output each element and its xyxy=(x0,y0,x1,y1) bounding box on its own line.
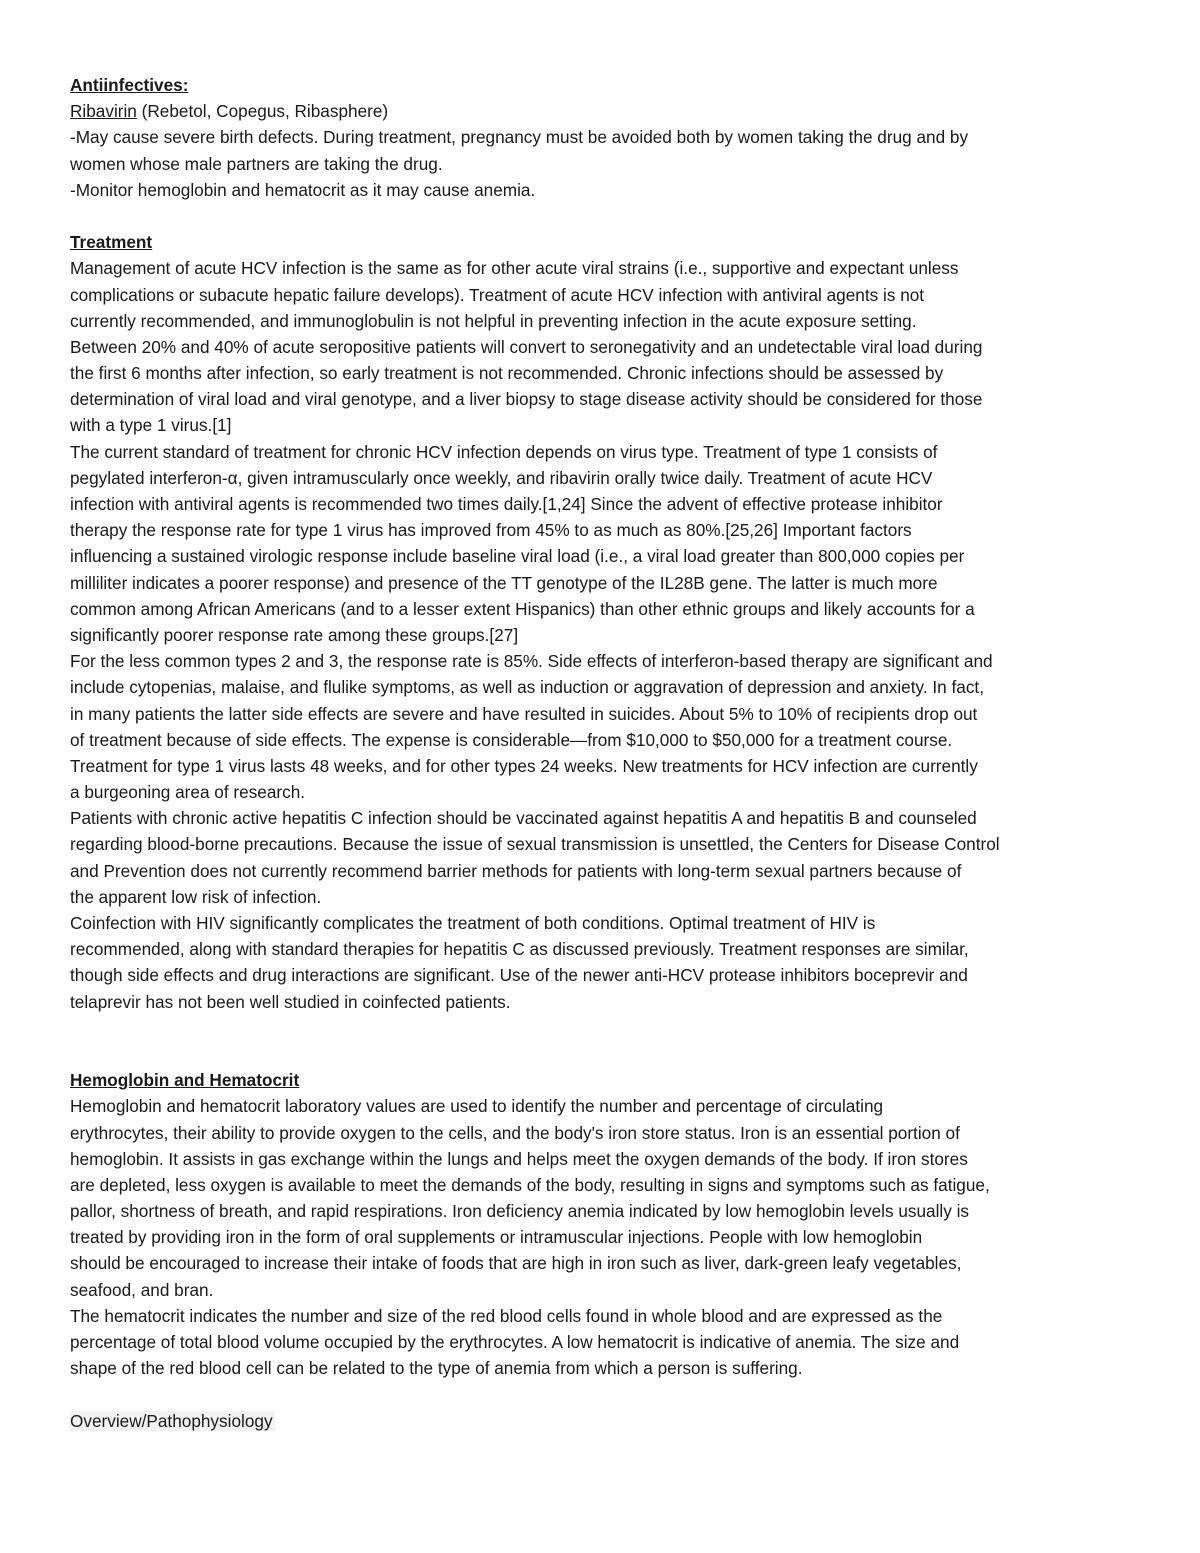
text-line: percentage of total blood volume occupied by the erythrocytes. A low hematocrit is indicative of anemia. The size and xyxy=(70,1332,960,1353)
text-line: currently recommended, and immunoglobulin is not helpful in preventing infection in the acute exposure setting. xyxy=(70,310,917,331)
text-line: pegylated interferon-α, given intramuscularly once weekly, and ribavirin orally twice daily. Treatment of acute HCV xyxy=(70,467,933,488)
text-line: significantly poorer response rate among these groups.[27] xyxy=(70,624,519,645)
text-line: hemoglobin. It assists in gas exchange within the lungs and helps meet the oxygen demands of the body. If iron stores xyxy=(70,1148,968,1169)
text-line: The hematocrit indicates the number and size of the red blood cells found in whole blood and are expressed as the xyxy=(70,1305,943,1326)
text-line: are depleted, less oxygen is available to meet the demands of the body, resulting in signs and symptoms such as fatigue, xyxy=(70,1174,990,1195)
text-line: erythrocytes, their ability to provide oxygen to the cells, and the body's iron store status. Iron is an essential portion of xyxy=(70,1122,960,1143)
antiinfectives-heading: Antiinfectives: xyxy=(70,75,189,95)
text-line: Patients with chronic active hepatitis C infection should be vaccinated against hepatitis A and hepatitis B and counseled xyxy=(70,808,977,829)
text-line: Coinfection with HIV significantly complicates the treatment of both conditions. Optimal treatment of HIV is xyxy=(70,913,876,933)
text-line: a burgeoning area of research. xyxy=(70,782,306,803)
drug-brands: (Rebetol, Copegus, Ribasphere) xyxy=(136,101,389,122)
text-line: -May cause severe birth defects. During treatment, pregnancy must be avoided both by women taking the drug and by xyxy=(70,127,969,148)
text-line: infection with antiviral agents is recommended two times daily.[1,24] Since the advent of effective protease inhibitor xyxy=(70,494,943,514)
text-line: therapy the response rate for type 1 virus has improved from 45% to as much as 80%.[25,26] Important factors xyxy=(70,520,912,541)
text-line: complications or subacute hepatic failure develops). Treatment of acute HCV infection with antiviral agents is not xyxy=(70,284,925,305)
text-line: influencing a sustained virologic response include baseline viral load (i.e., a viral load greater than 800,000 copies per xyxy=(70,546,965,567)
text-line: -Monitor hemoglobin and hematocrit as it may cause anemia. xyxy=(70,179,536,200)
text-line: common among African Americans (and to a lesser extent Hispanics) than other ethnic groups and likely accounts for a xyxy=(70,598,975,619)
text-line: of treatment because of side effects. The expense is considerable—from $10,000 to $50,000 for a treatment course. xyxy=(70,729,953,750)
text-line: determination of viral load and viral genotype, and a liver biopsy to stage disease activity should be considered for those xyxy=(70,389,983,410)
text-line: should be encouraged to increase their intake of foods that are high in iron such as liver, dark-green leafy vegetables, xyxy=(70,1253,962,1274)
text-line: though side effects and drug interactions are significant. Use of the newer anti-HCV protease inhibitors boceprevir and xyxy=(70,965,968,986)
antiinfectives-body xyxy=(70,124,1130,203)
text-line: treated by providing iron in the form of oral supplements or intramuscular injections. People with low hemoglobin xyxy=(70,1227,923,1248)
text-line: Hemoglobin and hematocrit laboratory values are used to identify the number and percentage of circulating xyxy=(70,1096,884,1117)
text-line: recommended, along with standard therapies for hepatitis C as discussed previously. Treatment responses are similar, xyxy=(70,939,969,960)
text-line: with a type 1 virus.[1] xyxy=(70,415,232,436)
text-line: telaprevir has not been well studied in coinfected patients. xyxy=(70,991,511,1012)
text-line: For the less common types 2 and 3, the response rate is 85%. Side effects of interferon-based therapy are significant and xyxy=(70,651,993,672)
text-line: pallor, shortness of breath, and rapid respirations. Iron deficiency anemia indicated by low hemoglobin levels usually is xyxy=(70,1201,970,1222)
text-line: Treatment for type 1 virus lasts 48 weeks, and for other types 24 weeks. New treatments for HCV infection are currently xyxy=(70,755,978,776)
text-line: the apparent low risk of infection. xyxy=(70,886,322,907)
text-line: include cytopenias, malaise, and flulike symptoms, as well as induction or aggravation of depression and anxiety. In fact, xyxy=(70,677,984,698)
overview-line xyxy=(70,1408,1130,1434)
hemoglobin-heading: Hemoglobin and Hematocrit xyxy=(70,1070,300,1091)
text-line: regarding blood-borne precautions. Because the issue of sexual transmission is unsettled, the Centers for Disease Control xyxy=(70,834,1000,855)
hemoglobin-body xyxy=(70,1093,1130,1381)
document-page xyxy=(70,72,1130,1434)
ribavirin-line xyxy=(70,98,1130,124)
treatment-body xyxy=(70,255,1130,1014)
text-line: The current standard of treatment for chronic HCV infection depends on virus type. Treatment of type 1 consists of xyxy=(70,441,938,462)
treatment-heading: Treatment xyxy=(70,232,153,253)
text-line: milliliter indicates a poorer response) and presence of the TT genotype of the IL28B gene. The latter is much more xyxy=(70,572,938,593)
text-line: shape of the red blood cell can be related to the type of anemia from which a person is suffering. xyxy=(70,1358,803,1379)
text-line: in many patients the latter side effects are severe and have resulted in suicides. About 5% to 10% of recipients drop out xyxy=(70,703,978,724)
text-line: Management of acute HCV infection is the same as for other acute viral strains (i.e., supportive and expectant unless xyxy=(70,258,959,279)
text-line: and Prevention does not currently recommend barrier methods for patients with long-term sexual partners because of xyxy=(70,860,962,881)
text-line: seafood, and bran. xyxy=(70,1279,214,1300)
text-line: women whose male partners are taking the drug. xyxy=(70,153,443,174)
drug-name: Ribavirin xyxy=(70,101,137,122)
overview-label: Overview/Pathophysiology xyxy=(70,1410,273,1431)
text-line: Between 20% and 40% of acute seropositive patients will convert to seronegativity and an undetectable viral load during xyxy=(70,336,983,357)
text-line: the first 6 months after infection, so early treatment is not recommended. Chronic infections should be assessed by xyxy=(70,363,944,384)
